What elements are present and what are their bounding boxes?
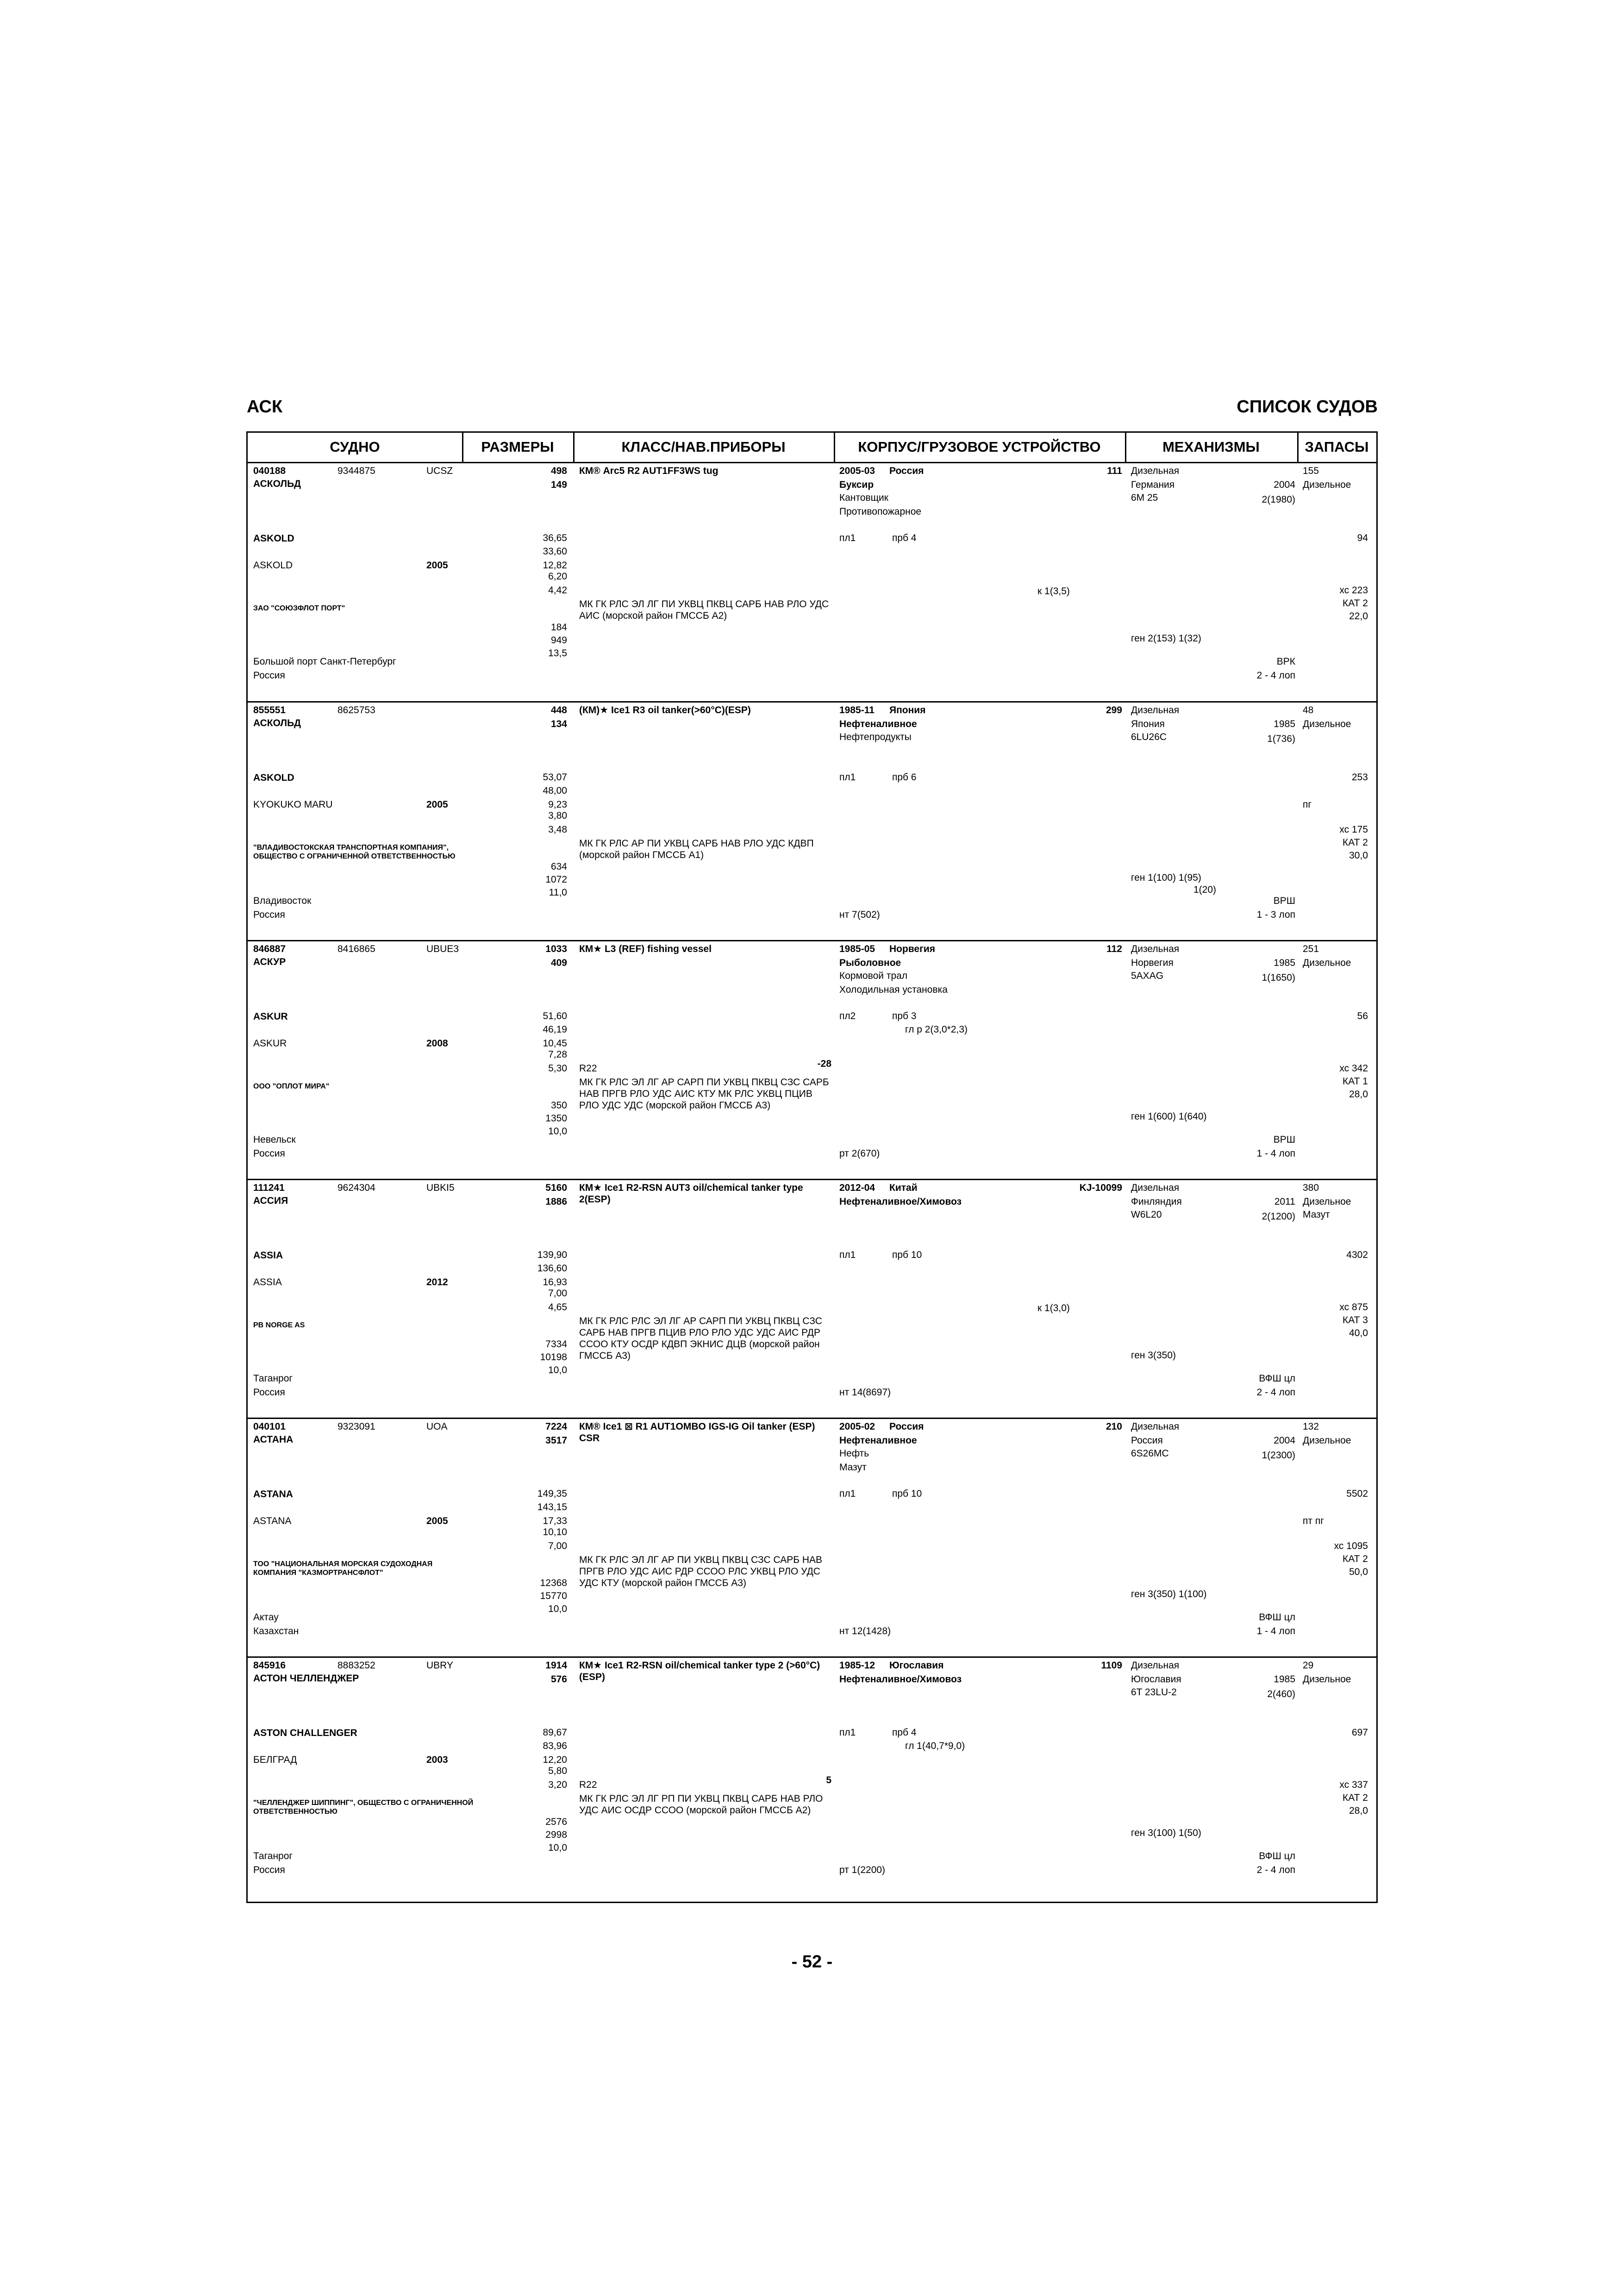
stores-category: КАТ 2	[1343, 837, 1368, 848]
dimension-value: 949	[550, 635, 567, 646]
former-name-year: 2008	[426, 1038, 448, 1049]
build-country: Югославия	[889, 1660, 944, 1671]
dimension-value: 48,00	[543, 785, 567, 796]
yard-number: 112	[1106, 944, 1122, 954]
former-name: БЕЛГРАД	[253, 1755, 297, 1765]
dimension-value: 1886	[545, 1196, 567, 1207]
ship-list-table	[246, 431, 1378, 1903]
former-name: ASSIA	[253, 1277, 282, 1288]
generators: ген 3(350)	[1131, 1350, 1176, 1361]
dimension-value: 3517	[545, 1435, 567, 1446]
stores-category: КАТ 1	[1343, 1076, 1368, 1087]
holds: рт 2(670)	[839, 1148, 880, 1159]
vessel-record	[248, 1179, 1376, 1418]
dimension-value: 3,20	[548, 1780, 567, 1790]
yard-number: 299	[1106, 705, 1122, 716]
dimension-value: 33,60	[543, 546, 567, 557]
stores-fuel: Дизельное	[1303, 1674, 1351, 1685]
flag-country: Россия	[253, 1865, 285, 1875]
vessel-type: Рыболовное	[839, 958, 901, 968]
navigation-equipment: МК ГК РЛС ЭЛ ЛГ АР ПИ УКВЦ ПКВЦ СЗС САРБ НАВ ПРГВ РЛО УДС АИС РДР ССОО РЛС УКВЦ РЛО УДС УДС КТУ (морской район ГМССБ А3)	[579, 1555, 823, 1588]
dimension-value: 10,45	[543, 1038, 567, 1049]
navigation-equipment: МК ГК РЛС ЭЛ ЛГ РП ПИ УКВЦ ПКВЦ САРБ НАВ РЛО УДС АИС ОСДР ССОО (морской район ГМССБ А2)	[579, 1793, 823, 1816]
engine-year: 2011	[1274, 1196, 1295, 1207]
stores-value: 132	[1303, 1421, 1319, 1432]
dimension-value: 5,30	[548, 1063, 567, 1074]
engine-model: W6L20	[1131, 1209, 1162, 1220]
vessel-name: АСКОЛЬД	[253, 479, 301, 489]
column-divider	[573, 433, 575, 463]
dimension-value: 3,48	[548, 824, 567, 835]
holds: нт 14(8697)	[839, 1387, 891, 1398]
column-divider	[1297, 433, 1299, 463]
header-right: СПИСОК СУДОВ	[1237, 397, 1378, 417]
dimension-value: 2998	[545, 1829, 567, 1840]
dimension-value: 36,65	[543, 533, 567, 543]
propeller-blades: 2 - 4 лоп	[1256, 1387, 1295, 1398]
engine-year: 2004	[1274, 479, 1295, 490]
stores-endurance: 30,0	[1349, 850, 1368, 861]
dimension-value: 10,0	[548, 1365, 567, 1375]
build-date: 2012-04	[839, 1182, 875, 1193]
imo-number: 9624304	[337, 1182, 375, 1193]
vessel-name-latin: ASKOLD	[253, 772, 294, 783]
engine-model: 6LU26C	[1131, 732, 1167, 742]
header-left: АСК	[247, 397, 283, 417]
dimension-value: 46,19	[543, 1024, 567, 1035]
dimension-value: 1350	[545, 1113, 567, 1124]
dimension-value: 7224	[545, 1421, 567, 1432]
build-date: 1985-12	[839, 1660, 875, 1671]
dimension-value: 139,90	[537, 1250, 567, 1260]
stores-extra: пт пг	[1303, 1516, 1324, 1526]
decks: пл1	[839, 1488, 856, 1499]
engine-power: 2(1980)	[1262, 494, 1295, 505]
dimension-value: 15770	[540, 1591, 567, 1601]
vessel-record	[248, 940, 1376, 1179]
propeller-type: ВРШ	[1273, 896, 1295, 906]
vessel-name-latin: ASKOLD	[253, 533, 294, 544]
vessel-type-detail: Кормовой трал	[839, 971, 908, 981]
registry-number: 111241	[253, 1182, 285, 1193]
engine-power: 1(2300)	[1262, 1450, 1295, 1461]
stores-endurance: 50,0	[1349, 1567, 1368, 1577]
propeller-type: ВРК	[1276, 656, 1295, 667]
stores-oil: 94	[1357, 533, 1368, 543]
stores-endurance: 40,0	[1349, 1328, 1368, 1338]
stores-oil: 253	[1351, 772, 1368, 783]
port-of-registry: Актау	[253, 1612, 279, 1623]
call-sign: UBKI5	[426, 1182, 455, 1193]
dimension-value: 10198	[540, 1352, 567, 1363]
stores-oil: 4302	[1346, 1250, 1368, 1260]
stores-extra: пг	[1303, 799, 1312, 810]
decks: пл1	[839, 1250, 856, 1260]
former-name-year: 2003	[426, 1755, 448, 1765]
engine-year: 2004	[1274, 1435, 1295, 1446]
owner: "ЧЕЛЛЕНДЖЕР ШИППИНГ", ОБЩЕСТВО С ОГРАНИЧЕННОЙ ОТВЕТСТВЕННОСТЬЮ	[253, 1799, 474, 1816]
class-notation: КМ★ Ice1 R2-RSN AUT3 oil/chemical tanker type 2(ESP)	[579, 1182, 803, 1205]
dimension-value: 149,35	[537, 1488, 567, 1499]
vessel-type-detail: Мазут	[839, 1462, 867, 1473]
engine-country: Россия	[1131, 1435, 1163, 1446]
engine-type: Дизельная	[1131, 944, 1180, 954]
decks: пл1	[839, 1727, 856, 1738]
class-notation: КМ® Ice1 ⊠ R1 AUT1OMBO IGS-IG Oil tanker (ESP) CSR	[579, 1421, 815, 1444]
dimension-value: 53,07	[543, 772, 567, 783]
column-divider	[462, 433, 463, 463]
dimension-value: 7,00	[548, 1288, 567, 1299]
dimension-value: 7,00	[548, 1541, 567, 1551]
propeller-type: ВФШ цл	[1259, 1373, 1295, 1384]
build-country: Россия	[889, 1421, 924, 1432]
stores-endurance: 22,0	[1349, 611, 1368, 622]
class-notation: КМ® Arc5 R2 AUT1FF3WS tug	[579, 466, 718, 476]
vessel-name-latin: ASSIA	[253, 1250, 283, 1261]
bulkheads: прб 3	[892, 1011, 917, 1021]
vessel-record	[248, 1656, 1376, 1902]
dimension-value: 448	[550, 705, 567, 716]
propeller-blades: 1 - 4 лоп	[1256, 1626, 1295, 1636]
dimension-value: 12,20	[543, 1755, 567, 1765]
engine-type: Дизельная	[1131, 1421, 1180, 1432]
port-of-registry: Большой порт Санкт-Петербург	[253, 656, 396, 667]
call-sign: UBRY	[426, 1660, 453, 1671]
engine-country: Югославия	[1131, 1674, 1181, 1685]
vessel-type: Нефтеналивное	[839, 719, 917, 729]
column-header-vessel: СУДНО	[248, 433, 462, 463]
engine-country: Япония	[1131, 719, 1165, 729]
vessel-record	[248, 463, 1376, 701]
port-of-registry: Таганрог	[253, 1851, 293, 1861]
flag-country: Россия	[253, 670, 285, 681]
call-sign: UOA	[426, 1421, 448, 1432]
stores-fresh-water: хс 342	[1339, 1063, 1368, 1074]
bulkheads: прб 10	[892, 1488, 922, 1499]
engine-year: 1985	[1274, 958, 1295, 968]
vessel-record	[248, 701, 1376, 940]
dimension-value: 576	[550, 1674, 567, 1685]
generators-extra: 1(20)	[1193, 884, 1217, 895]
vessel-type-detail: Противопожарное	[839, 506, 922, 517]
flag-country: Казахстан	[253, 1626, 299, 1636]
stores-fresh-water: хс 1095	[1334, 1541, 1368, 1551]
cargo-gear: гл р 2(3,0*2,3)	[905, 1024, 968, 1035]
imo-number: 8416865	[337, 944, 375, 954]
propeller-type: ВФШ цл	[1259, 1612, 1295, 1623]
registry-number: 846887	[253, 944, 286, 954]
stores-value: 48	[1303, 705, 1314, 716]
engine-model: 6М 25	[1131, 492, 1158, 503]
registry-number: 855551	[253, 705, 286, 716]
dimension-value: 5,80	[548, 1766, 567, 1776]
dimension-value: 7334	[545, 1339, 567, 1350]
dimension-value: 83,96	[543, 1741, 567, 1751]
cargo-gear: гл 1(40,7*9,0)	[905, 1741, 965, 1751]
dimension-value: 634	[550, 861, 567, 872]
engine-model: 6T 23LU-2	[1131, 1687, 1177, 1698]
class-notation: КМ★ Ice1 R2-RSN oil/chemical tanker type 2 (>60°C)(ESP)	[579, 1660, 820, 1682]
flag-country: Россия	[253, 909, 285, 920]
navigation-equipment: МК ГК РЛС ЭЛ ЛГ ПИ УКВЦ ПКВЦ САРБ НАВ РЛО УДС АИС (морской район ГМССБ А2)	[579, 599, 829, 621]
propeller-blades: 1 - 3 лоп	[1256, 909, 1295, 920]
build-date: 2005-02	[839, 1421, 875, 1432]
build-country: Норвегия	[889, 944, 936, 954]
yard-number: KJ-10099	[1079, 1182, 1122, 1193]
decks: пл1	[839, 772, 856, 783]
vessel-name-latin: ASKUR	[253, 1011, 288, 1022]
owner: ООО "ОПЛОТ МИРА"	[253, 1083, 330, 1090]
bulkheads: прб 10	[892, 1250, 922, 1260]
dimension-value: 16,93	[543, 1277, 567, 1288]
dimension-value: 1072	[545, 874, 567, 885]
stores-fresh-water: хс 875	[1339, 1302, 1368, 1313]
vessel-type-detail: Нефтепродукты	[839, 732, 912, 742]
stores-category: КАТ 2	[1343, 1554, 1368, 1564]
port-of-registry: Невельск	[253, 1134, 296, 1145]
stores-fresh-water: хс 175	[1339, 824, 1368, 835]
class-notation: (КМ)★ Ice1 R3 oil tanker(>60°C)(ESP)	[579, 705, 751, 716]
column-header-machinery: МЕХАНИЗМЫ	[1125, 433, 1297, 463]
vessel-type: Буксир	[839, 479, 874, 490]
former-name: ASKOLD	[253, 560, 293, 571]
imo-number: 8625753	[337, 705, 375, 716]
engine-type: Дизельная	[1131, 1182, 1180, 1193]
former-name-year: 2005	[426, 560, 448, 571]
engine-country: Германия	[1131, 479, 1175, 490]
stores-fresh-water: хс 223	[1339, 585, 1368, 596]
vessel-name: АСТОН ЧЕЛЛЕНДЖЕР	[253, 1673, 359, 1684]
engine-model: 5AXAG	[1131, 971, 1164, 981]
former-name: KYOKUKO MARU	[253, 799, 333, 810]
propeller-blades: 2 - 4 лоп	[1256, 1865, 1295, 1875]
build-date: 2005-03	[839, 466, 875, 476]
stores-fuel: Дизельное	[1303, 1435, 1351, 1446]
owner: ТОО "НАЦИОНАЛЬНАЯ МОРСКАЯ СУДОХОДНАЯ КОМПАНИЯ "КАЗМОРТРАНСФЛОТ"	[253, 1560, 433, 1577]
propeller-blades: 1 - 4 лоп	[1256, 1148, 1295, 1159]
stores-fuel: Дизельное	[1303, 1196, 1351, 1207]
stores-category: КАТ 2	[1343, 1792, 1368, 1803]
navigation-equipment: МК ГК РЛС ЭЛ ЛГ АР САРП ПИ УКВЦ ПКВЦ СЗС САРБ НАВ ПРГВ РЛО УДС АИС КТУ МК РЛС УКВЦ ПЦИВ РЛО УДС УДС (морской район ГМССБ А3)	[579, 1077, 829, 1111]
propeller-type: ВФШ цл	[1259, 1851, 1295, 1861]
dimension-value: 4,65	[548, 1302, 567, 1313]
registry-number: 040188	[253, 466, 286, 476]
dimension-value: 184	[550, 622, 567, 633]
build-country: Китай	[889, 1182, 918, 1193]
dimension-value: 10,0	[548, 1604, 567, 1614]
column-header-class: КЛАСС/НАВ.ПРИБОРЫ	[573, 433, 834, 463]
build-country: Япония	[889, 705, 926, 716]
dimension-value: 3,80	[548, 810, 567, 821]
dimension-value: 12,82	[543, 560, 567, 571]
class-notation-extra: R22	[579, 1063, 597, 1074]
column-header-dimensions: РАЗМЕРЫ	[462, 433, 573, 463]
page-number: - 52 -	[791, 1952, 833, 1972]
dimension-value: 1033	[545, 944, 567, 954]
stores-oil: 697	[1351, 1727, 1368, 1738]
propeller-blades: 2 - 4 лоп	[1256, 670, 1295, 681]
class-notation: КМ★ L3 (REF) fishing vessel	[579, 944, 712, 954]
vessel-type-detail: Холодильная установка	[839, 984, 948, 995]
vessel-name-latin: ASTANA	[253, 1489, 293, 1500]
vessel-type-detail: Нефть	[839, 1448, 869, 1459]
dimension-value: 17,33	[543, 1516, 567, 1526]
registry-number: 040101	[253, 1421, 286, 1432]
stores-fuel: Дизельное	[1303, 719, 1351, 729]
vessel-record	[248, 1418, 1376, 1656]
stores-fuel: Дизельное	[1303, 479, 1351, 490]
stores-oil: 5502	[1346, 1488, 1368, 1499]
dimension-value: 10,0	[548, 1842, 567, 1853]
dimension-value: 350	[550, 1100, 567, 1111]
engine-model: 6S26MC	[1131, 1448, 1169, 1459]
owner: ЗАО "СОЮЗФЛОТ ПОРТ"	[253, 604, 345, 612]
stores-category: КАТ 3	[1343, 1315, 1368, 1325]
stores-value: 155	[1303, 466, 1319, 476]
engine-power: 1(1650)	[1262, 972, 1295, 983]
dimension-value: 10,0	[548, 1126, 567, 1137]
stores-endurance: 28,0	[1349, 1089, 1368, 1100]
dimension-value: 136,60	[537, 1263, 567, 1274]
build-date: 1985-11	[839, 705, 874, 716]
column-divider	[1125, 433, 1126, 463]
vessel-type-detail: Кантовщик	[839, 492, 888, 503]
dimension-value: 89,67	[543, 1727, 567, 1738]
bulkheads: прб 6	[892, 772, 917, 783]
dimension-value: 13,5	[548, 648, 567, 659]
registry-number: 845916	[253, 1660, 286, 1671]
dimension-value: 5160	[545, 1182, 567, 1193]
former-name: ASKUR	[253, 1038, 287, 1049]
propeller-type: ВРШ	[1273, 1134, 1295, 1145]
dimension-value: 12368	[540, 1578, 567, 1588]
stores-value: 380	[1303, 1182, 1319, 1193]
holds: нт 12(1428)	[839, 1626, 891, 1636]
stores-fuel: Дизельное	[1303, 958, 1351, 968]
dimension-value: 10,10	[543, 1527, 567, 1537]
dimension-value: 409	[550, 958, 567, 968]
yard-number: 210	[1106, 1421, 1122, 1432]
dimension-value: 7,28	[548, 1049, 567, 1060]
stores-fresh-water: хс 337	[1339, 1780, 1368, 1790]
stores-oil: 56	[1357, 1011, 1368, 1021]
class-temperature: -28	[817, 1058, 831, 1069]
vessel-name: АССИЯ	[253, 1195, 288, 1206]
navigation-equipment: МК ГК РЛС РЛС ЭЛ ЛГ АР САРП ПИ УКВЦ ПКВЦ СЗС САРБ НАВ ПРГВ ПЦИВ РЛО РЛО УДС УДС АИС РДР ССОО КТУ ОСДР КДВП ЭКНИС ДЦВ (морской район ГМССБ А3)	[579, 1316, 822, 1361]
holds: нт 7(502)	[839, 909, 880, 920]
dimension-value: 498	[550, 466, 567, 476]
stores-category: КАТ 2	[1343, 598, 1368, 609]
stores-fuel-extra: Мазут	[1303, 1209, 1330, 1220]
column-header-hull: КОРПУС/ГРУЗОВОЕ УСТРОЙСТВО	[834, 433, 1125, 463]
engine-year: 1985	[1274, 1674, 1295, 1685]
vessel-name: АСТАНА	[253, 1434, 294, 1445]
engine-country: Норвегия	[1131, 958, 1174, 968]
vessel-name: АСКОЛЬД	[253, 718, 301, 728]
former-name-year: 2005	[426, 799, 448, 810]
column-divider	[834, 433, 835, 463]
generators: ген 3(350) 1(100)	[1131, 1589, 1207, 1599]
dimension-value: 9,23	[548, 799, 567, 810]
former-name-year: 2005	[426, 1516, 448, 1526]
engine-type: Дизельная	[1131, 466, 1180, 476]
vessel-name: АСКУР	[253, 957, 286, 967]
call-sign: UBUE3	[426, 944, 459, 954]
class-temperature: 5	[826, 1775, 831, 1786]
navigation-equipment: МК ГК РЛС АР ПИ УКВЦ САРБ НАВ РЛО УДС КДВП (морской район ГМССБ А1)	[579, 838, 814, 860]
engine-power: 2(460)	[1267, 1689, 1295, 1699]
owner: "ВЛАДИВОСТОКСКАЯ ТРАНСПОРТНАЯ КОМПАНИЯ", ОБЩЕСТВО С ОГРАНИЧЕННОЙ ОТВЕТСТВЕННОСТЬЮ	[253, 844, 456, 860]
stores-endurance: 28,0	[1349, 1805, 1368, 1816]
dimension-value: 134	[550, 719, 567, 729]
generators: ген 3(100) 1(50)	[1131, 1828, 1201, 1838]
vessel-type: Нефтеналивное/Химовоз	[839, 1674, 962, 1685]
decks: пл2	[839, 1011, 856, 1021]
decks: пл1	[839, 533, 856, 543]
yard-number: 1109	[1101, 1660, 1122, 1671]
former-name-year: 2012	[426, 1277, 448, 1288]
engine-power: 1(736)	[1267, 734, 1295, 744]
engine-type: Дизельная	[1131, 705, 1180, 716]
cranes: к 1(3,5)	[1037, 586, 1070, 597]
flag-country: Россия	[253, 1148, 285, 1159]
engine-year: 1985	[1274, 719, 1295, 729]
dimension-value: 149	[550, 479, 567, 490]
generators: ген 1(600) 1(640)	[1131, 1111, 1207, 1122]
port-of-registry: Владивосток	[253, 896, 312, 906]
vessel-name-latin: ASTON CHALLENGER	[253, 1728, 357, 1738]
class-notation-extra: R22	[579, 1780, 597, 1790]
column-header-stores: ЗАПАСЫ	[1297, 433, 1376, 463]
stores-value: 251	[1303, 944, 1319, 954]
dimension-value: 143,15	[537, 1502, 567, 1512]
port-of-registry: Таганрог	[253, 1373, 293, 1384]
stores-value: 29	[1303, 1660, 1314, 1671]
owner: PB NORGE AS	[253, 1321, 305, 1329]
imo-number: 9344875	[337, 466, 375, 476]
dimension-value: 1914	[545, 1660, 567, 1671]
dimension-value: 51,60	[543, 1011, 567, 1021]
imo-number: 9323091	[337, 1421, 375, 1432]
engine-type: Дизельная	[1131, 1660, 1180, 1671]
vessel-type: Нефтеналивное/Химовоз	[839, 1196, 962, 1207]
vessel-type: Нефтеналивное	[839, 1435, 917, 1446]
dimension-value: 4,42	[548, 585, 567, 596]
yard-number: 111	[1107, 466, 1122, 476]
generators: ген 1(100) 1(95)	[1131, 872, 1201, 883]
generators: ген 2(153) 1(32)	[1131, 633, 1201, 644]
dimension-value: 11,0	[549, 887, 567, 898]
cranes: к 1(3,0)	[1037, 1303, 1070, 1313]
former-name: ASTANA	[253, 1516, 292, 1526]
call-sign: UCSZ	[426, 466, 453, 476]
flag-country: Россия	[253, 1387, 285, 1398]
imo-number: 8883252	[337, 1660, 375, 1671]
engine-power: 2(1200)	[1262, 1211, 1295, 1222]
dimension-value: 6,20	[548, 571, 567, 582]
dimension-value: 2576	[545, 1817, 567, 1827]
build-country: Россия	[889, 466, 924, 476]
holds: рт 1(2200)	[839, 1865, 886, 1875]
bulkheads: прб 4	[892, 1727, 917, 1738]
build-date: 1985-05	[839, 944, 875, 954]
engine-country: Финляндия	[1131, 1196, 1182, 1207]
bulkheads: прб 4	[892, 533, 917, 543]
